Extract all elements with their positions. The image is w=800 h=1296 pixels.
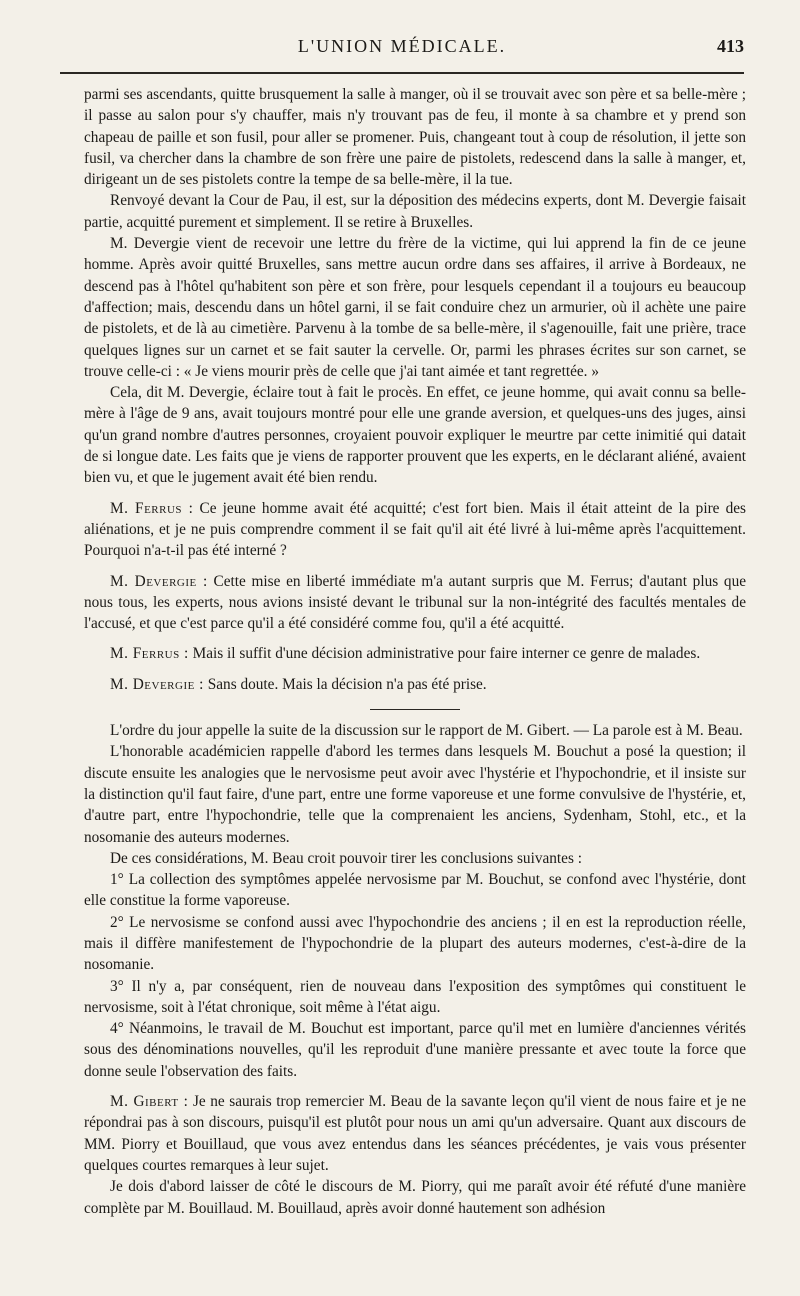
conclusion-item: [84, 912, 746, 976]
speaker-name: M. Devergie :: [110, 572, 208, 590]
paragraph: [84, 848, 746, 869]
paragraph-text: Cette mise en liberté immédiate m'a autant surpris que M. Ferrus; d'autant plus que nous tous, les experts, nous avions insisté devant le tribunal sur la non-intégrité des facultés mentales de l'accusé, et que c'est parce qu'il a été considéré comme fou, qu'il a été acquitté.: [84, 572, 747, 633]
speaker-name: M. Gibert :: [110, 1093, 189, 1111]
paragraph-text: L'honorable académicien rappelle d'abord les termes dans lesquels M. Bouchut a posé la question; il discute ensuite les analogies que le nervosisme peut avoir avec l'hystérie et l'hypochondrie, et il insiste sur la distinction qu'il faut faire, d'une part, entre une forme vaporeuse et une forme convulsive de l'hystérie, et, d'autre part, entre l'hypochondrie, telle que la comprenaient les anciens, Sydenham, Stohl, etc., et la nosomanie des auteurs modernes.: [84, 743, 746, 846]
paragraph-text: Mais il suffit d'une décision administrative pour faire interner ce genre de malades.: [192, 645, 701, 663]
paragraph-text: Je dois d'abord laisser de côté le discours de M. Piorry, qui me paraît avoir été réfuté d'une manière complète par M. Bouillaud. M. Bouillaud, après avoir donné hautement son adhésion: [84, 1178, 746, 1217]
paragraph-text: 4° Néanmoins, le travail de M. Bouchut est important, parce qu'il met en lumière d'anciennes vérités sous des dénominations nouvelles, qu'il les reproduit d'une manière pressante et avec toute la force que donne seule l'observation des faits.: [84, 1020, 746, 1080]
paragraph-text: Je ne saurais trop remercier M. Beau de la savante leçon qu'il vient de nous faire et je ne répondrai pas à son discours, puisqu'il est plutôt pour nous un ami qu'un adversaire. Quant aux discours de MM. Piorry et Bouillaud, que vous avez entendus dans les séances précédentes, je vais vous présenter quelques courtes remarques à leur sujet.: [84, 1093, 746, 1174]
paragraph-text: Sans doute. Mais la décision n'a pas été prise.: [207, 675, 487, 693]
paragraph-text: L'ordre du jour appelle la suite de la discussion sur le rapport de M. Gibert. — La parole est à M. Beau.: [110, 722, 743, 740]
paragraph-text: 2° Le nervosisme se confond aussi avec l'hypochondrie des anciens ; il en est la reproduction réelle, mais il diffère manifestement de l'hypochondrie de la plupart des auteurs modernes, c'est-à-dire de la nosomanie.: [84, 913, 746, 974]
running-title: L'UNION MÉDICALE.: [297, 36, 507, 56]
speaker-name: M. Ferrus :: [110, 645, 189, 663]
paragraph-text: Renvoyé devant la Cour de Pau, il est, sur la déposition des médecins experts, dont M. Devergie faisait partie, acquitté purement et simplement. Il se retire à Bruxelles.: [84, 192, 746, 231]
body-text: [84, 84, 746, 1219]
speaker-name: M. Ferrus :: [110, 499, 194, 517]
speaker-paragraph: [84, 1091, 746, 1176]
header-rule: [60, 72, 744, 74]
paragraph-text: Cela, dit M. Devergie, éclaire tout à fait le procès. En effet, ce jeune homme, qui avait connu sa belle-mère à l'âge de 9 ans, avait toujours montré pour elle une grande aversion, et quelques-uns des juges, ainsi qu'un grand nombre d'autres personnes, croyaient pouvoir expliquer le meurtre par cette inimitié qui datait de si longue date. Les faits que je viens de rapporter prouvent que les experts, en le déclarant aliéné, avaient bien vu, et que le jugement avait été bien rendu.: [84, 384, 746, 487]
speaker-paragraph: [84, 674, 746, 695]
page-number: 413: [717, 36, 744, 56]
paragraph: [84, 190, 746, 233]
paragraph: [84, 741, 746, 847]
paragraph: [84, 84, 746, 190]
paragraph: [84, 233, 746, 382]
paragraph: [84, 382, 746, 488]
paragraph: [84, 1176, 746, 1219]
section-divider: [370, 709, 460, 710]
conclusion-item: [84, 869, 746, 912]
page-header: [60, 34, 744, 64]
paragraph-text: Ce jeune homme avait été acquitté; c'est fort bien. Mais il était atteint de la pire des aliénations, et je ne puis comprendre comment il se fait qu'il ait été livré à lui-même après l'acquittement. Pourquoi n'a-t-il pas été interné ?: [84, 499, 746, 560]
paragraph: [84, 720, 746, 741]
conclusion-item: [84, 976, 746, 1019]
paragraph-text: M. Devergie vient de recevoir une lettre du frère de la victime, qui lui apprend la fin de ce jeune homme. Après avoir quitté Bruxelles, sans mettre aucun ordre dans ses affaires, il arrive à Bordeaux, ne descend pas à l'hôtel qu'habitent son père et son frère, pour lesquels cependant il a toujours eu beaucoup d'affection; mais, descendu dans un hôtel garni, il se fait conduire chez un armurier, où il achète une paire de pistolets, et de là au cimetière. Parvenu à la tombe de sa belle-mère, il s'agenouille, fait une prière, trace quelques lignes sur un carnet et se fait sauter la cervelle. Or, parmi les phrases écrites sur son carnet, se trouve celle-ci : « Je viens mourir près de celle que j'ai tant aimée et tant regrettée. »: [84, 235, 746, 380]
speaker-paragraph: [84, 643, 746, 664]
paragraph-text: 1° La collection des symptômes appelée nervosisme par M. Bouchut, se confond avec l'hystérie, dont elle constitue la forme vaporeuse.: [84, 871, 746, 910]
paragraph-text: 3° Il n'y a, par conséquent, rien de nouveau dans l'exposition des symptômes qui constituent le nervosisme, soit à l'état chronique, soit même à l'état aigu.: [84, 977, 746, 1016]
conclusion-item: [84, 1018, 746, 1082]
speaker-paragraph: [84, 498, 746, 562]
paragraph-text: parmi ses ascendants, quitte brusquement la salle à manger, où il se trouvait avec son père et sa belle-mère ; il passe au salon pour s'y chauffer, mais n'y trouvant pas de feu, il monte à sa chambre et y prend son chapeau de paille et son fusil, pour aller se promener. Puis, changeant tout à coup de résolution, il jette son fusil, va chercher dans la chambre de son frère une paire de pistolets, redescend dans la salle à manger, et, dirigeant un de ses pistolets contre la tempe de sa belle-mère, il la tue.: [84, 86, 746, 189]
speaker-paragraph: [84, 571, 746, 635]
paragraph-text: De ces considérations, M. Beau croit pouvoir tirer les conclusions suivantes :: [110, 849, 582, 867]
speaker-name: M. Devergie :: [110, 675, 204, 693]
